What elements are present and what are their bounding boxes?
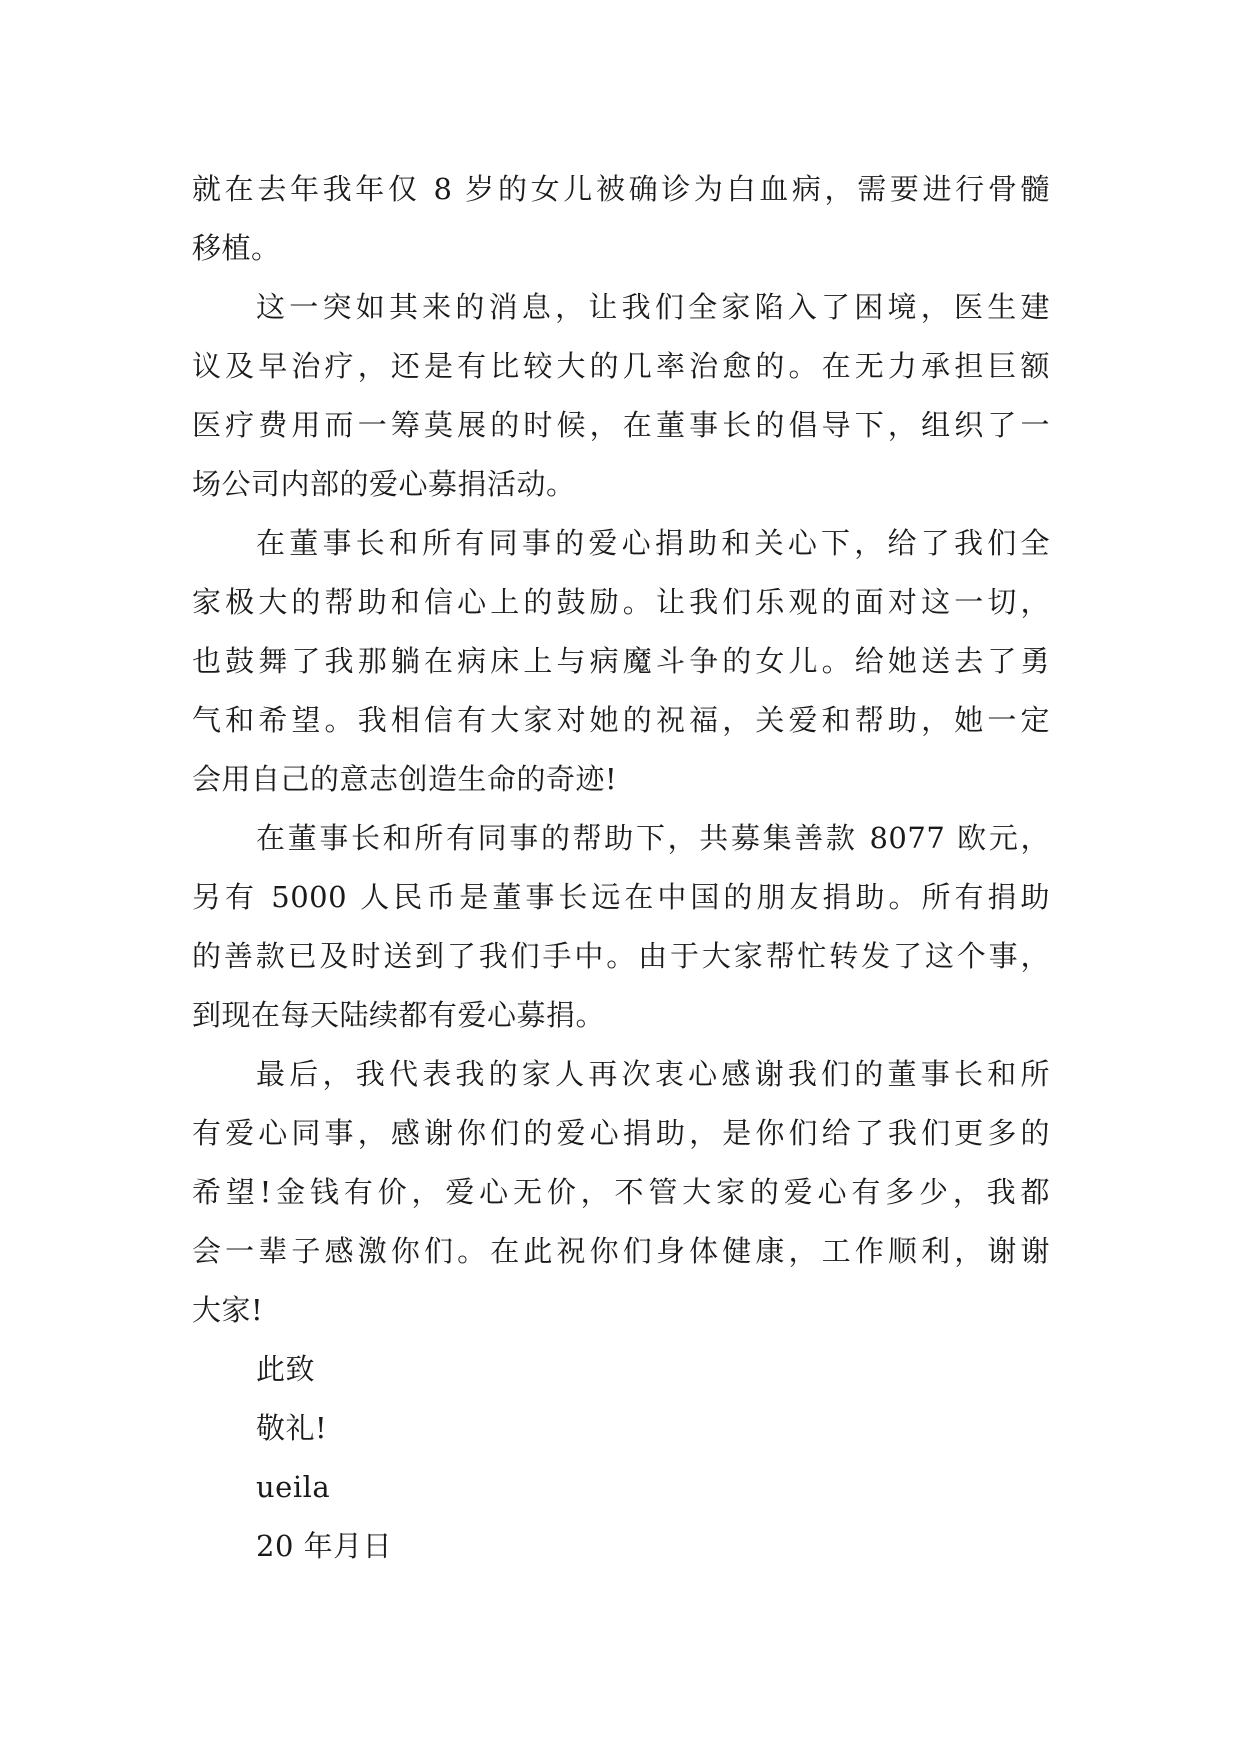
- closing-regards: 敬礼!: [256, 1411, 328, 1445]
- paragraph-line: 气和希望。我相信有大家对她的祝福，关爱和帮助，她一定: [192, 703, 1050, 737]
- paragraph-line: 也鼓舞了我那躺在病床上与病魔斗争的女儿。给她送去了勇: [192, 644, 1050, 678]
- paragraph-line: 有爱心同事，感谢你们的爱心捐助，是你们给了我们更多的: [192, 1116, 1050, 1150]
- paragraph-line: 到现在每天陆续都有爱心募捐。: [192, 998, 606, 1032]
- paragraph-line: 这一突如其来的消息，让我们全家陷入了困境，医生建: [256, 290, 1050, 324]
- paragraph-line: 的善款已及时送到了我们手中。由于大家帮忙转发了这个事，: [192, 939, 1050, 973]
- paragraph-line: 希望!金钱有价，爱心无价，不管大家的爱心有多少，我都: [192, 1175, 1050, 1209]
- paragraph-line: 另有 5000 人民币是董事长远在中国的朋友捐助。所有捐助: [192, 880, 1050, 914]
- paragraph-line: 议及早治疗，还是有比较大的几率治愈的。在无力承担巨额: [192, 349, 1050, 383]
- closing-salutation: 此致: [256, 1352, 316, 1386]
- paragraph-line: 在董事长和所有同事的爱心捐助和关心下，给了我们全: [256, 526, 1050, 560]
- paragraph-line: 会用自己的意志创造生命的奇迹!: [192, 762, 618, 796]
- signature: ueila: [256, 1470, 331, 1504]
- paragraph-line: 会一辈子感激你们。在此祝你们身体健康，工作顺利，谢谢: [192, 1234, 1050, 1268]
- letter-date: 20 年月日: [256, 1529, 393, 1563]
- paragraph-line: 场公司内部的爱心募捐活动。: [192, 467, 576, 501]
- paragraph-line: 家极大的帮助和信心上的鼓励。让我们乐观的面对这一切，: [192, 585, 1050, 619]
- paragraph-line: 就在去年我年仅 8 岁的女儿被确诊为白血病，需要进行骨髓: [192, 172, 1050, 206]
- paragraph-line: 大家!: [192, 1293, 264, 1327]
- letter-body: [192, 160, 1050, 1576]
- paragraph-line: 医疗费用而一筹莫展的时候，在董事长的倡导下，组织了一: [192, 408, 1050, 442]
- paragraph-line: 最后，我代表我的家人再次衷心感谢我们的董事长和所: [256, 1057, 1050, 1091]
- paragraph-line: 在董事长和所有同事的帮助下，共募集善款 8077 欧元，: [256, 821, 1050, 855]
- paragraph-line: 移植。: [192, 231, 281, 265]
